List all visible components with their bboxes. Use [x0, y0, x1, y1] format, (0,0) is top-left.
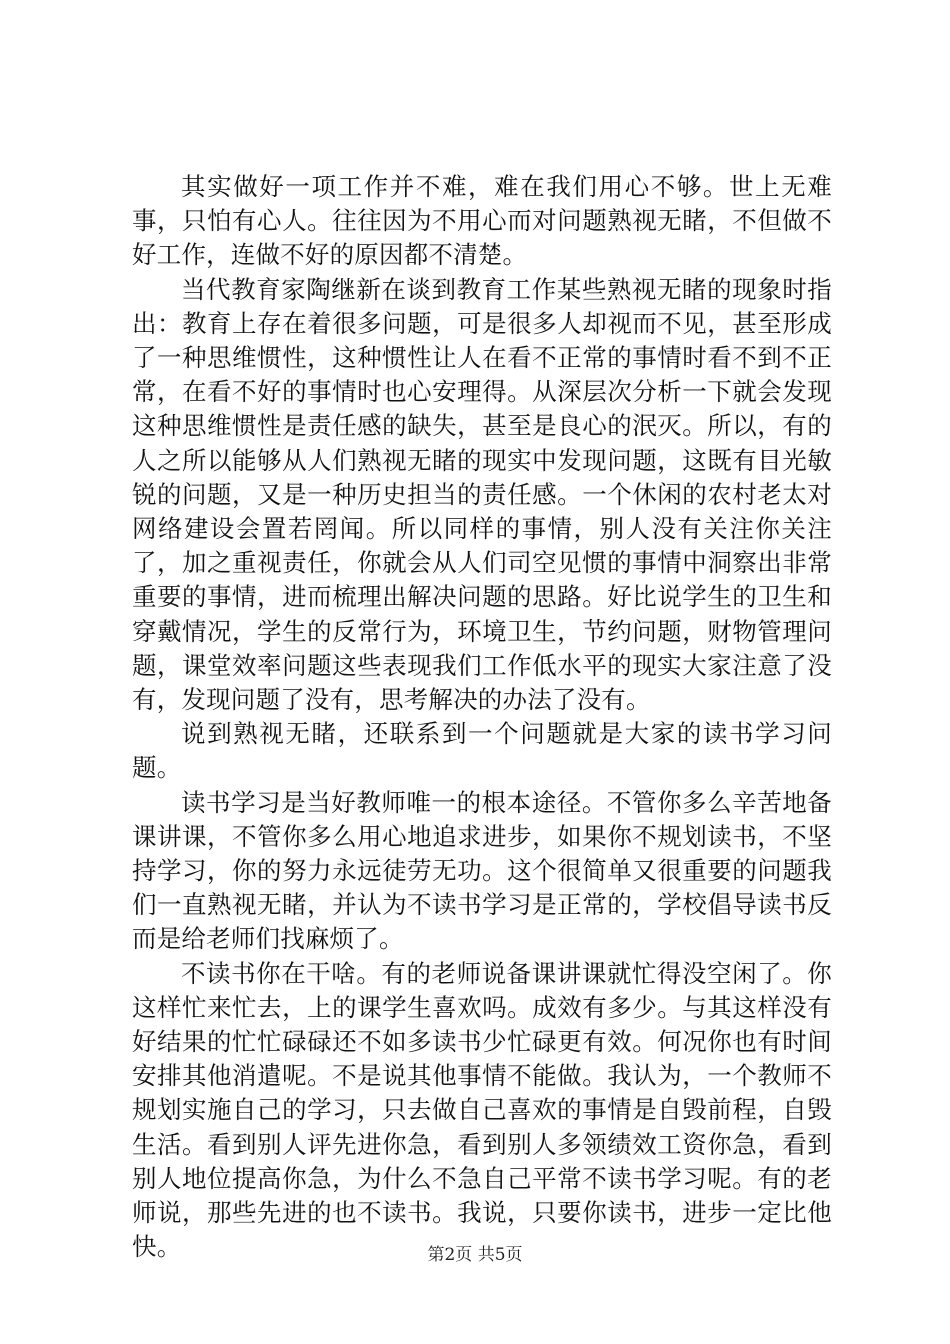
paragraph-3: 说到熟视无睹，还联系到一个问题就是大家的读书学习问题。 [132, 719, 832, 783]
page-number: 第2页 共5页 [427, 1245, 523, 1265]
paragraph-4: 读书学习是当好教师唯一的根本途径。不管你多么辛苦地备课讲课，不管你多么用心地追求进步，如果你不规划读书，不坚持学习，你的努力永远徒劳无功。这个很简单又很重要的问题我们一直熟视无睹，并认为不读书学习是正常的，学校倡导读书反而是给老师们找麻烦了。 [132, 787, 832, 954]
page-footer [0, 1243, 950, 1267]
paragraph-2: 当代教育家陶继新在谈到教育工作某些熟视无睹的现象时指出：教育上存在着很多问题，可是很多人却视而不见，甚至形成了一种思维惯性，这种惯性让人在看不正常的事情时看不到不正常，在看不好的事情时也心安理得。从深层次分析一下就会发现这种思维惯性是责任感的缺失，甚至是良心的泯灭。所以，有的人之所以能够从人们熟视无睹的现实中发现问题，这既有目光敏锐的问题，又是一种历史担当的责任感。一个休闲的农村老太对网络建设会置若罔闻。所以同样的事情，别人没有关注你关注了，加之重视责任，你就会从人们司空见惯的事情中洞察出非常重要的事情，进而梳理出解决问题的思路。好比说学生的卫生和穿戴情况，学生的反常行为，环境卫生，节约问题，财物管理问题，课堂效率问题这些表现我们工作低水平的现实大家注意了没有，发现问题了没有，思考解决的办法了没有。 [132, 274, 832, 715]
paragraph-5: 不读书你在干啥。有的老师说备课讲课就忙得没空闲了。你这样忙来忙去，上的课学生喜欢吗。成效有多少。与其这样没有好结果的忙忙碌碌还不如多读书少忙碌更有效。何况你也有时间安排其他消遣呢。不是说其他事情不能做。我认为，一个教师不规划实施自己的学习，只去做自己喜欢的事情是自毁前程，自毁生活。看到别人评先进你急，看到别人多领绩效工资你急，看到别人地位提高你急，为什么不急自己平常不读书学习呢。有的老师说，那些先进的也不读书。我说，只要你读书，进步一定比他快。 [132, 958, 832, 1262]
document-body [132, 170, 832, 1265]
paragraph-1: 其实做好一项工作并不难，难在我们用心不够。世上无难事，只怕有心人。往往因为不用心而对问题熟视无睹，不但做不好工作，连做不好的原因都不清楚。 [132, 172, 832, 270]
